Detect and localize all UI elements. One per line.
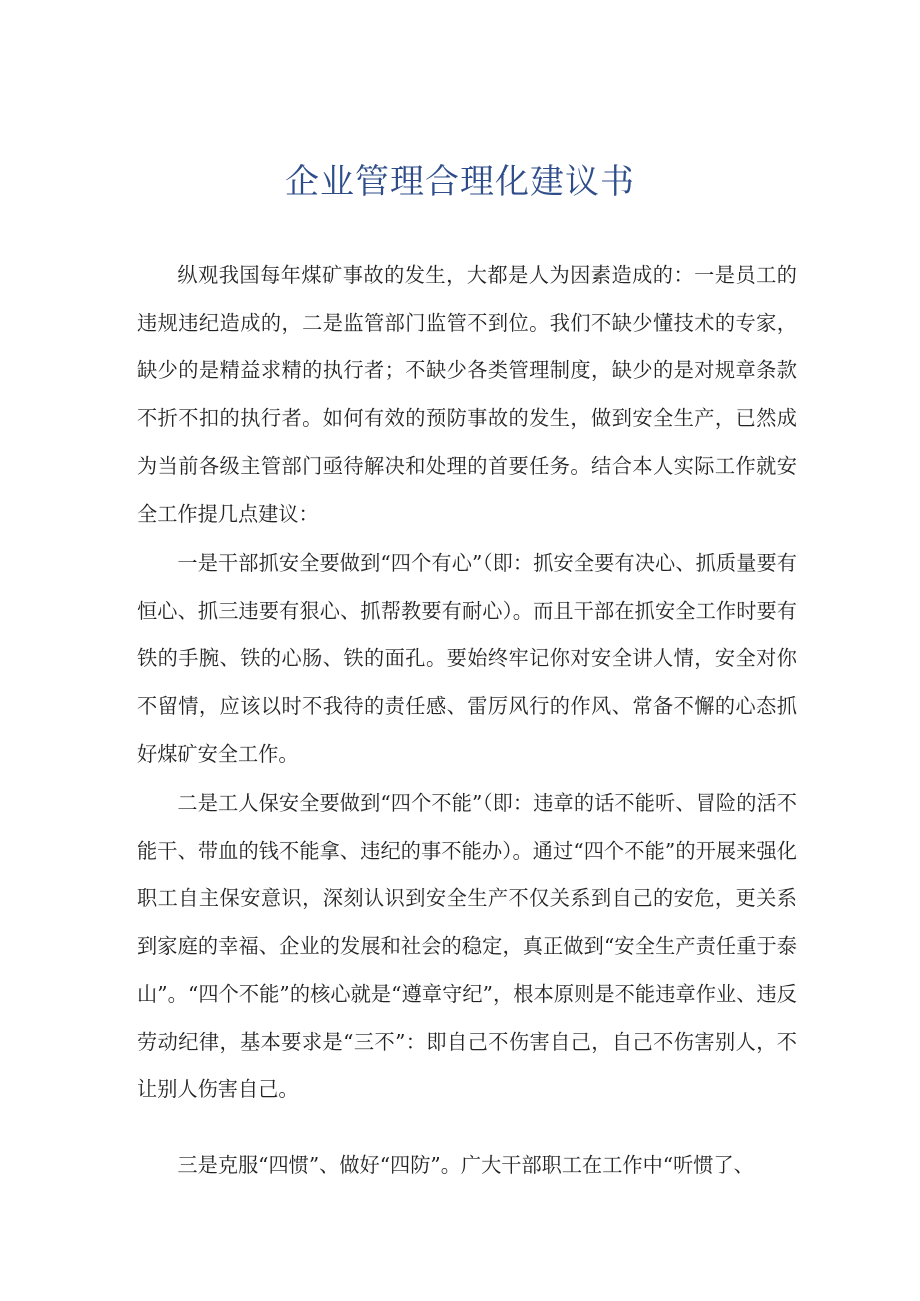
- paragraph-intro: 纵观我国每年煤矿事故的发生，大都是人为因素造成的：一是员工的违规违纪造成的，二是监管部门监管不到位。我们不缺少懂技术的专家，缺少的是精益求精的执行者；不缺少各类管理制度，缺少的是对规章条款不折不扣的执行者。如何有效的预防事故的发生，做到安全生产，已然成为当前各级主管部门亟待解决和处理的首要任务。结合本人实际工作就安全工作提几点建议：: [137, 263, 797, 526]
- paragraph-worker-safety: 二是工人保安全要做到“四个不能”（即：违章的话不能听、冒险的活不能干、带血的钱不能拿、违纪的事不能办）。通过“四个不能”的开展来强化职工自主保安意识，深刻认识到安全生产不仅关系到自己的安危，更关系到家庭的幸福、企业的发展和社会的稳定，真正做到“安全生产责任重于泰山”。“四个不能”的核心就是“遵章守纪”，根本原则是不能违章作业、违反劳动纪律，基本要求是“三不”：即自己不伤害自己，自己不伤害别人，不让别人伤害自己。: [137, 791, 797, 1102]
- document-title: 企业管理合理化建议书: [285, 162, 635, 202]
- paragraph-cadre-safety: 一是干部抓安全要做到“四个有心”（即：抓安全要有决心、抓质量要有恒心、抓三违要有狠心、抓帮教要有耐心）。而且干部在抓安全工作时要有铁的手腕、铁的心肠、铁的面孔。要始终牢记你对安全讲人情，安全对你不留情，应该以时不我待的责任感、雷厉风行的作风、常备不懈的心态抓好煤矿安全工作。: [137, 551, 797, 766]
- paragraph-four-habits: 三是克服“四惯”、做好“四防”。广大干部职工在工作中“听惯了、: [177, 1153, 754, 1177]
